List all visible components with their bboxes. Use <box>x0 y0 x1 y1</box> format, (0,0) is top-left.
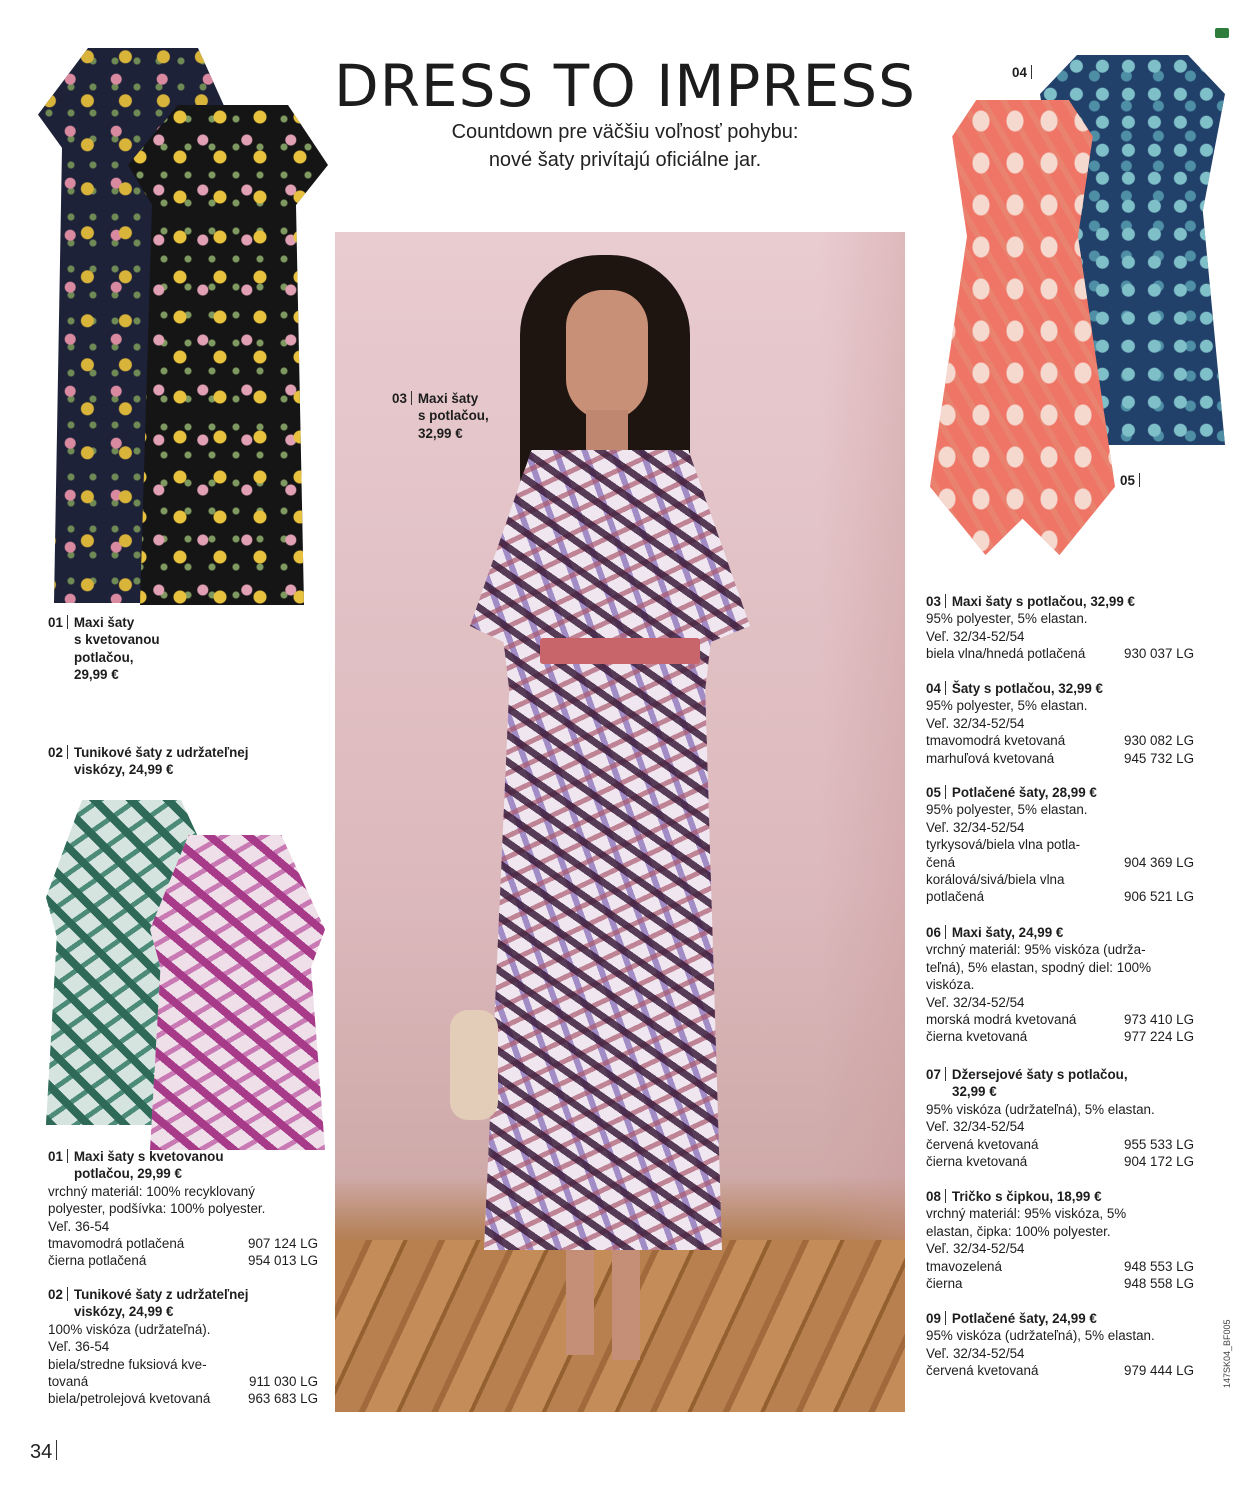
product-04-block: 04 Šaty s potlačou, 32,99 € 95% polyester, 5% elastan. Veľ. 32/34-52/54 tmavomodrá kvetovaná 930 082 LG marhuľová kvetovaná 945 732 LG <box>926 681 1194 766</box>
page-number: 34 <box>30 1440 63 1464</box>
dress-belt <box>540 638 700 664</box>
dress-01-black-image <box>128 105 328 605</box>
product-07-block: 07 Džersejové šaty s potlačou, 32,99 € 95% viskóza (udržateľná), 5% elastan. Veľ. 32/34-52/54 červená kvetovaná 955 533 LG čierna kvetovaná 904 172 LG <box>926 1067 1194 1170</box>
model-leg-right <box>612 1245 640 1360</box>
product-01-block: 01 Maxi šaty s kvetovanou potlačou, 29,99 € vrchný materiál: 100% recyklovaný polyester, podšívka: 100% polyester. Veľ. 36-54 tmavomodrá potlačená 907 124 LG čierna potlačená 954 013 LG <box>48 1149 318 1269</box>
label-01: 01 Maxi šaty s kvetovanou potlačou, 29,99 € <box>48 615 160 683</box>
product-03-block: 03 Maxi šaty s potlačou, 32,99 € 95% polyester, 5% elastan. Veľ. 32/34-52/54 biela vlna/hnedá potlačená 930 037 LG <box>926 594 1194 662</box>
label-05: 05 <box>1120 472 1146 489</box>
label-02: 02 Tunikové šaty z udržateľnej viskózy, 24,99 € <box>48 745 249 778</box>
catalog-code: 147SK04_BF005 <box>1222 1319 1232 1388</box>
product-08-block: 08 Tričko s čipkou, 18,99 € vrchný materiál: 95% viskóza, 5% elastan, čipka: 100% polyester. Veľ. 32/34-52/54 tmavozelená 948 553 LG čierna 948 558 LG <box>926 1189 1194 1292</box>
dress-05-image <box>930 100 1115 555</box>
label-04: 04 <box>1012 64 1038 81</box>
product-06-block: 06 Maxi šaty, 24,99 € vrchný materiál: 95% viskóza (udrža- teľná), 5% elastan, spodný diel: 100% viskóza. Veľ. 32/34-52/54 morská modrá kvetovaná 973 410 LG čierna kvetovaná 977 224 LG <box>926 925 1194 1045</box>
model-face <box>566 290 648 420</box>
dress-03-image <box>470 450 750 1250</box>
dress-02-fuchsia-image <box>150 835 325 1150</box>
subtitle-line-1: Countdown pre väčšiu voľnosť pohybu: <box>451 121 799 143</box>
model-leg-left <box>566 1245 594 1355</box>
page-subtitle <box>300 118 950 174</box>
brand-logo <box>1215 28 1229 38</box>
wall-shadow <box>820 232 905 1252</box>
product-09-block: 09 Potlačené šaty, 24,99 € 95% viskóza (udržateľná), 5% elastan. Veľ. 32/34-52/54 červená kvetovaná 979 444 LG <box>926 1311 1194 1379</box>
page-title: DRESS TO IMPRESS <box>334 52 916 120</box>
product-05-block: 05 Potlačené šaty, 28,99 € 95% polyester, 5% elastan. Veľ. 32/34-52/54 tyrkysová/biela vlna potla- čená 904 369 LG korálová/sivá/biela vlna potlačená 906 521 LG <box>926 785 1194 905</box>
handbag <box>450 1010 498 1120</box>
label-03: 03 Maxi šaty s potlačou, 32,99 € <box>392 391 489 441</box>
subtitle-line-2: nové šaty privítajú oficiálne jar. <box>488 149 762 171</box>
product-02-block: 02 Tunikové šaty z udržateľnej viskózy, 24,99 € 100% viskóza (udržateľná). Veľ. 36-54 biela/stredne fuksiová kve- tovaná 911 030 LG biela/petrolejová kvetovaná 963 683 LG <box>48 1287 318 1407</box>
